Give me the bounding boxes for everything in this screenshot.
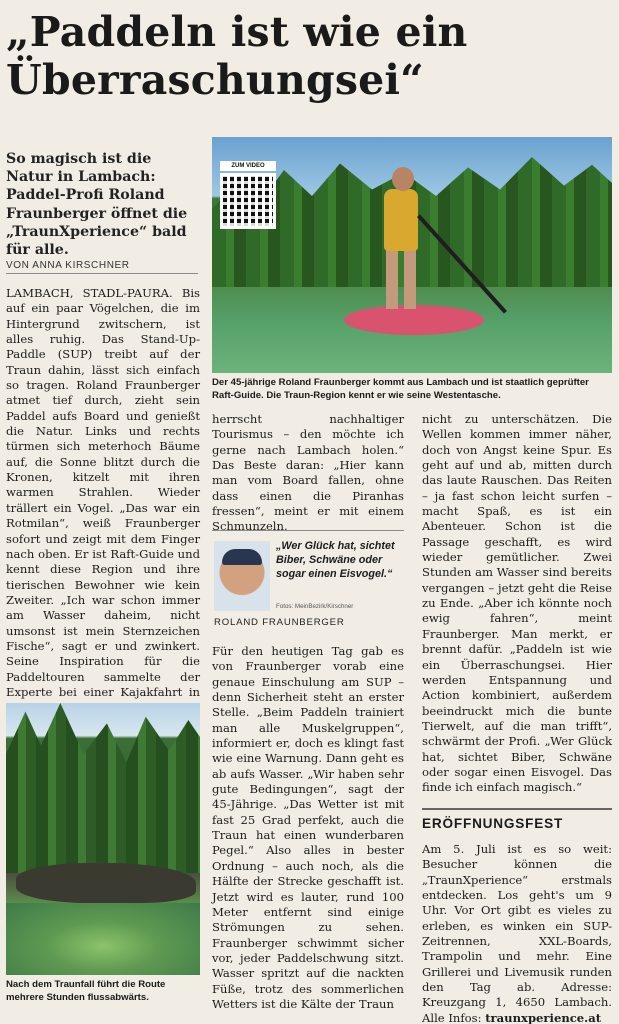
column-3-text: nicht zu unterschätzen. Die Wellen kommen immer näher, doch von Angst keine Spur. Es geht auf und ab, mitten durch das laute Rauschen. Das Reiten – ja fast schon leicht surfen – macht Spaß, es ist ein Abenteuer. Schon ist die Passage geschafft, es wird wieder gemütlicher. Zwei Stunden am Wasser sind bereits vergangen – jetzt geht die Reise zu Ende. „Aber ich könnte noch ewig fahren“, meint Fraunberger. Man merkt, er brennt dafür. „Paddeln ist wie ein Überraschungsei. Hier werden Entspannung und Action kombiniert, außerdem beeindruckt mich die bunte Tierwelt, auf die man trifft“, schwärmt der Profi. „Wer Glück hat, sichtet Biber, Schwäne oder sogar einen Eisvogel. Das finde ich einfach magisch.“ (422, 412, 612, 795)
waterfall-photo (6, 703, 200, 975)
fest-text: Am 5. Juli ist es so weit: Besucher können die „TraunXperience“ erstmals entdecken. Los geht's um 9 Uhr. Vor Ort gibt es vieles zu erleben, es winken ein SUP-Zeitrennen, XXL-Boards, Trampolin und mehr. Eine Grillerei und Livemusik runden den Tag ab. Adresse: Kreuzgang 1, 4650 Lambach. (422, 842, 612, 1010)
column-1 (6, 286, 200, 716)
fest-info-prefix: Alle Infos: (422, 1010, 482, 1024)
photo-person-head (392, 167, 414, 191)
quote-text: „Wer Glück hat, sichtet Biber, Schwäne oder sogar einen Eisvogel.“ (276, 540, 395, 580)
main-photo-caption: Der 45-jährige Roland Fraunberger kommt aus Lambach und ist staatlich geprüfter Raft-Guide. Die Traun-Region kennt er wie seine Westentasche. (212, 377, 589, 401)
column-1-text: LAMBACH, STADL-PAURA. Bis auf ein paar Vögelchen, die im Hintergrund zwitschern, ist alles ruhig. Das Stand-Up-Paddle (SUP) treibt auf der Traun dahin, lässt sich einfach so tragen. Roland Fraunberger atmet tief durch, zieht sein Paddel aufs Board und genießt die Natur. Links und rechts türmen sich meterhoch Bäume auf, die Sonne blitzt durch die Kronen, kitzelt mit ihren warmen Strahlen. Wieder trällert ein Vogel. „Das war ein Rotmilan“, weiß Fraunberger sofort und zeigt mit dem Finger nach oben. Er ist Raft-Guide und kennt diese Region und ihre tierischen Bewohner wie kein Zweiter. „Ich war schon immer am Wasser daheim, nicht umsonst ist mein Sternzeichen Fische“, sagt er und zwinkert. Seine Inspiration für die Paddeltouren sammelte der Experte bei einer Kajakfahrt in (6, 286, 200, 699)
byline: VON ANNA KIRSCHNER (6, 260, 198, 274)
column-2-top-text: herrscht nachhaltiger Tourismus – den möchte ich gerne nach Lambach holen.“ Das Beste daran: „Hier kann man vom Board fallen, ohne dass einen die Piranhas fressen“, meint er mit einem Schmunzeln. (212, 412, 404, 534)
column-2-bottom (212, 644, 404, 1012)
column-3 (422, 412, 612, 796)
fest-box (422, 842, 612, 1024)
headline: „Paddeln ist wie ein Überraschungsei“ (6, 8, 468, 104)
photo-fall-trees (6, 703, 200, 873)
photo-fall-pool (6, 903, 200, 975)
photo-credit: Fotos: MeinBezirk/Kirschner (276, 603, 354, 610)
photo-person-body (384, 189, 418, 251)
column-2-top (212, 412, 404, 535)
lead-paragraph: So magisch ist die Natur in Lambach: Paddel-Profi Roland Fraunberger öffnet die „TraunXperience“ bald für alle. (6, 151, 188, 259)
waterfall-caption: Nach dem Traunfall führt die Route mehrere Stunden flussabwärts. (6, 979, 166, 1003)
photo-person-legs (386, 249, 416, 309)
avatar (214, 541, 270, 611)
sup-photo (212, 137, 612, 373)
fest-divider (422, 808, 612, 810)
column-2-bottom-text: Für den heutigen Tag gab es von Fraunberger vorab eine genaue Einschulung am SUP – denn Sicherheit steht an erster Stelle. „Beim Paddeln trainiert man alle Muskelgruppen“, informiert er, doch es klingt fast wie eine Warnung. Dann geht es ab aufs Wasser. „Wir haben sehr gute Bedingungen“, sagt der 45-Jährige. „Das Wetter ist mit fast 25 Grad perfekt, auch die Traun hat einen wunderbaren Pegel.“ Also alles in bester Ordnung – auch noch, als die Hälfte der Strecke geschafft ist. Jetzt wird es lauter, rund 100 Meter entfernt sind einige Strömungen zu sehen. Fraunberger schwimmt sicher vor, jeder Paddelschwung sitzt. Wasser spritzt auf die nackten Füße, trotz des sommerlichen Wetters ist die Kälte der Traun (212, 644, 404, 1011)
fest-info-link[interactable]: traunxperience.at (485, 1010, 602, 1024)
photo-board (344, 305, 484, 335)
pull-quote (212, 530, 404, 630)
fest-title: ERÖFFNUNGSFEST (422, 816, 564, 831)
photo-fall-rocks (16, 863, 196, 903)
quote-name: ROLAND FRAUNBERGER (214, 617, 345, 628)
qr-label: ZUM VIDEO (220, 161, 276, 171)
qr-code-icon[interactable] (220, 173, 276, 229)
